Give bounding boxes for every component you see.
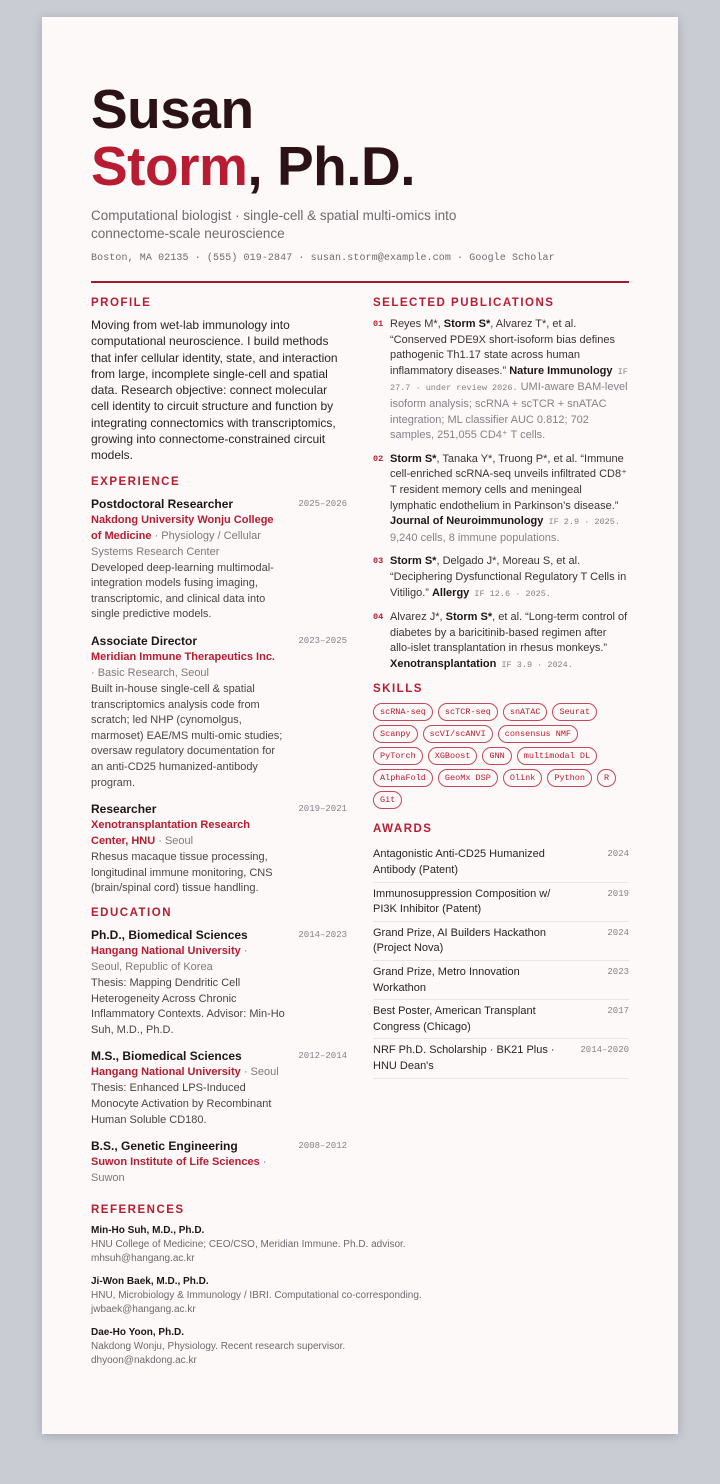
skill-tag: R	[597, 769, 616, 787]
entry-description: Developed deep-learning multimodal-integration models fusing imaging, transcriptomic, and clinical data into single predictive models.	[91, 561, 274, 621]
publication-title: , Alvarez T*, et al. “Conserved PDE9X short-isoform bias defines pathogenic Th1.17 state across human inflammatory diseases.”	[390, 318, 615, 377]
references-heading: REFERENCES	[91, 1204, 185, 1217]
organization-place: · Seoul	[240, 1066, 279, 1079]
award-item	[373, 1039, 629, 1078]
skill-tag: Git	[373, 791, 402, 809]
publication-title: , et al. “Long-term control of diabetes by a baricitinib-based regimen after allo-islet transplantation in rhesus monkeys.”	[390, 611, 628, 655]
experience-entry	[91, 633, 347, 791]
awards-heading: AWARDS	[373, 823, 433, 836]
reference-email: mhsuh@hangang.ac.kr	[91, 1253, 195, 1265]
skill-tag: GNN	[482, 747, 511, 765]
education-entry	[91, 927, 347, 1038]
skill-tag: scVI/scANVI	[423, 725, 493, 743]
skill-tag: PyTorch	[373, 747, 423, 765]
publication-title: , Tanaka Y*, Truong P*, et al. “Immune cell-enriched scRNA-seq unveils infiltrated CD8⁺ T resident memory cells and meningeal lymphatic endothelium in Parkinson’s disease.”	[390, 452, 627, 512]
reference-description: Nakdong Wonju, Physiology. Recent research supervisor.	[91, 1341, 346, 1353]
award-item	[373, 1000, 629, 1039]
award-date: 2024	[607, 927, 629, 938]
skill-tag: GeoMx DSP	[438, 769, 498, 787]
publication-text	[390, 317, 629, 444]
publication-journal: Journal of Neuroimmunology	[390, 515, 544, 528]
name-suffix: , Ph.D.	[247, 135, 416, 197]
skill-tag: multimodal DL	[517, 747, 597, 765]
organization-name: Hangang National University	[91, 944, 241, 957]
reference-name: Ji-Won Baek, M.D., Ph.D.	[91, 1276, 209, 1288]
publication-text	[390, 554, 629, 602]
right-column	[373, 297, 629, 1196]
name-heading	[91, 78, 629, 197]
award-title: Best Poster, American Transplant Congress (Chicago)	[373, 1005, 536, 1033]
header-divider	[91, 281, 629, 283]
entry-date: 2019–2021	[298, 804, 347, 815]
award-date: 2017	[607, 1006, 629, 1017]
publication-item	[373, 554, 629, 602]
publication-author-self: Storm S*	[443, 318, 491, 330]
publication-journal: Nature Immunology	[509, 364, 613, 377]
last-name: Storm	[91, 135, 248, 197]
skill-tag: snATAC	[503, 703, 548, 721]
publication-number: 04	[373, 612, 384, 623]
entry-organization	[91, 817, 281, 849]
publications-list	[373, 317, 629, 673]
entry-title: Postdoctoral Researcher	[91, 496, 234, 511]
award-date: 2014–2020	[580, 1045, 629, 1056]
entry-date: 2023–2025	[298, 636, 347, 647]
awards-list	[373, 843, 629, 1078]
tagline: Computational biologist · single-cell & spatial multi-omics into connectome-scale neuroscience	[91, 208, 457, 241]
entry-title: Ph.D., Biomedical Sciences	[91, 927, 248, 942]
profile-heading: PROFILE	[91, 297, 152, 309]
reference-email: dhyoon@nakdong.ac.kr	[91, 1355, 197, 1367]
entry-title: M.S., Biomedical Sciences	[91, 1049, 242, 1064]
publication-authors-pre: Alvarez J*,	[390, 611, 446, 624]
resume-page	[42, 17, 678, 1434]
award-title: NRF Ph.D. Scholarship · BK21 Plus · HNU Dean's	[373, 1044, 555, 1072]
education-list	[91, 927, 347, 1186]
reference-item	[91, 1326, 629, 1368]
experience-list	[91, 496, 347, 897]
skill-tag: AlphaFold	[373, 769, 433, 787]
organization-name: Nakdong University Wonju College of Medicine	[91, 513, 274, 542]
entry-header	[91, 496, 347, 512]
publication-item	[373, 610, 629, 673]
entry-header	[91, 801, 347, 817]
organization-name: Meridian Immune Therapeutics Inc.	[91, 651, 275, 664]
publication-author-self: Storm S*	[390, 555, 437, 568]
entry-description: Rhesus macaque tissue processing, longitudinal immune monitoring, CNS (brain/spinal cord) tissue handling.	[91, 851, 273, 895]
publications-heading: SELECTED PUBLICATIONS	[373, 297, 555, 309]
entry-organization	[91, 1064, 281, 1080]
education-entry	[91, 1138, 347, 1186]
award-item	[373, 961, 629, 1000]
entry-organization	[91, 1154, 281, 1186]
skill-tag: consensus NMF	[498, 725, 578, 743]
reference-item	[91, 1224, 629, 1266]
award-title: Immunosuppression Composition w/ PI3K Inhibitor (Patent)	[373, 887, 551, 916]
skills-heading: SKILLS	[373, 683, 423, 696]
entry-description: Thesis: Mapping Dendritic Cell Heterogeneity Across Chronic Inflammatory Contexts. Advisor: Min-Ho Suh, M.D., Ph.D.	[91, 976, 285, 1036]
entry-header	[91, 1138, 347, 1154]
organization-name: Hangang National University	[91, 1066, 241, 1079]
publication-note: UMI-aware BAM-level isoform analysis; scRNA + scTCR + snATAC integration; ML classifier AUC 0.812; 702 samples, 251,055 CD4⁺ T cells.	[390, 381, 628, 442]
profile-text: Moving from wet-lab immunology into computational neuroscience. I build methods that infer cellular identity, state, and interaction from large, incomplete single-cell and spatial data. Research objective: connect molecular cell identity to circuit structure and function by integrating connectomics with transcriptomics, growing into connectome-constrained circuit models.	[91, 318, 338, 463]
publication-meta: IF 2.9 · 2025.	[543, 517, 620, 528]
award-date: 2023	[607, 967, 629, 978]
entry-header	[91, 927, 347, 943]
reference-email: jwbaek@hangang.ac.kr	[91, 1304, 196, 1316]
award-title: Antagonistic Anti-CD25 Humanized Antibody (Patent)	[373, 848, 545, 877]
award-title: Grand Prize, AI Builders Hackathon (Project Nova)	[373, 926, 547, 955]
publication-item	[373, 452, 629, 547]
publication-meta: IF 27.7 · under review 2026.	[390, 366, 628, 394]
skill-tag: Seurat	[552, 703, 597, 721]
award-date: 2019	[607, 888, 629, 899]
publication-authors-pre: Reyes M*,	[390, 318, 444, 330]
publication-journal: Xenotransplantation	[390, 657, 497, 670]
publication-number: 01	[373, 319, 384, 329]
entry-header	[91, 633, 347, 649]
experience-heading: EXPERIENCE	[91, 475, 181, 488]
publication-meta: IF 3.9 · 2024.	[496, 659, 573, 670]
references-list	[91, 1224, 629, 1368]
entry-date: 2012–2014	[298, 1051, 347, 1062]
skill-tag: Python	[547, 769, 592, 787]
award-item	[373, 843, 629, 882]
entry-description: Thesis: Enhanced LPS-Induced Monocyte Activation by Recombinant Human Soluble CD180.	[91, 1082, 272, 1126]
organization-name: Xenotransplantation Research Center, HNU	[91, 819, 250, 848]
entry-organization	[91, 943, 281, 975]
organization-place: · Suwon	[91, 1156, 267, 1185]
publication-item	[373, 317, 629, 444]
entry-description: Built in-house single-cell & spatial transcriptomics analysis code from scratch; led NHP (cynomolgus, marmoset) EAE/MS multi-omic studies; oversaw regulatory documentation for an anti-CD25 humanized-antibody program.	[91, 683, 283, 789]
publication-author-self: Storm S*	[445, 611, 493, 624]
reference-item	[91, 1275, 629, 1317]
publication-title: , Delgado J*, Moreau S, et al. “Deciphering Dysfunctional Regulatory T Cells in Vitiligo.”	[390, 555, 627, 599]
reference-name: Min-Ho Suh, M.D., Ph.D.	[91, 1225, 205, 1237]
entry-title: Associate Director	[91, 634, 198, 649]
publication-number: 02	[373, 453, 384, 464]
award-item	[373, 883, 629, 922]
skill-tag: Olink	[503, 769, 543, 787]
publication-journal: Allergy	[431, 586, 470, 599]
first-name: Susan	[91, 78, 254, 140]
contact-line: Boston, MA 02135 · (555) 019-2847 · susan.storm@example.com · Google Scholar	[91, 253, 555, 264]
left-column	[91, 297, 347, 1196]
organization-place: · Basic Research, Seoul	[91, 667, 209, 680]
skills-list	[373, 703, 629, 809]
education-entry	[91, 1048, 347, 1128]
award-item	[373, 922, 629, 961]
entry-header	[91, 1048, 347, 1064]
skill-tag: scTCR-seq	[438, 703, 498, 721]
skill-tag: Scanpy	[373, 725, 418, 743]
entry-date: 2014–2023	[298, 929, 347, 940]
entry-organization	[91, 512, 281, 560]
reference-name: Dae-Ho Yoon, Ph.D.	[91, 1327, 184, 1339]
reference-description: HNU, Microbiology & Immunology / IBRI. Computational co-corresponding.	[91, 1290, 422, 1302]
organization-place: · Physiology / Cellular Systems Research Center	[91, 529, 261, 558]
entry-organization	[91, 649, 281, 681]
publication-meta: IF 12.6 · 2025.	[469, 588, 551, 599]
organization-name: Suwon Institute of Life Sciences	[91, 1156, 260, 1169]
publication-text	[390, 610, 629, 673]
organization-place: · Seoul, Republic of Korea	[91, 944, 248, 973]
publication-text	[390, 452, 629, 547]
references-section	[91, 1204, 629, 1368]
award-title: Grand Prize, Metro Innovation Workathon	[373, 966, 520, 994]
entry-date: 2025–2026	[298, 498, 347, 509]
entry-date: 2008–2012	[298, 1141, 347, 1152]
experience-entry	[91, 496, 347, 623]
reference-description: HNU College of Medicine; CEO/CSO, Meridian Immune. Ph.D. advisor.	[91, 1239, 406, 1251]
award-date: 2024	[607, 849, 629, 860]
organization-place: · Seoul	[155, 835, 194, 848]
skill-tag: scRNA-seq	[373, 703, 433, 721]
publication-author-self: Storm S*	[390, 452, 437, 465]
skill-tag: XGBoost	[428, 747, 478, 765]
entry-title: Researcher	[91, 802, 157, 817]
entry-title: B.S., Genetic Engineering	[91, 1139, 238, 1154]
education-heading: EDUCATION	[91, 906, 173, 919]
publication-note: 9,240 cells, 8 immune populations.	[390, 531, 560, 544]
publication-number: 03	[373, 556, 384, 567]
experience-entry	[91, 801, 347, 897]
